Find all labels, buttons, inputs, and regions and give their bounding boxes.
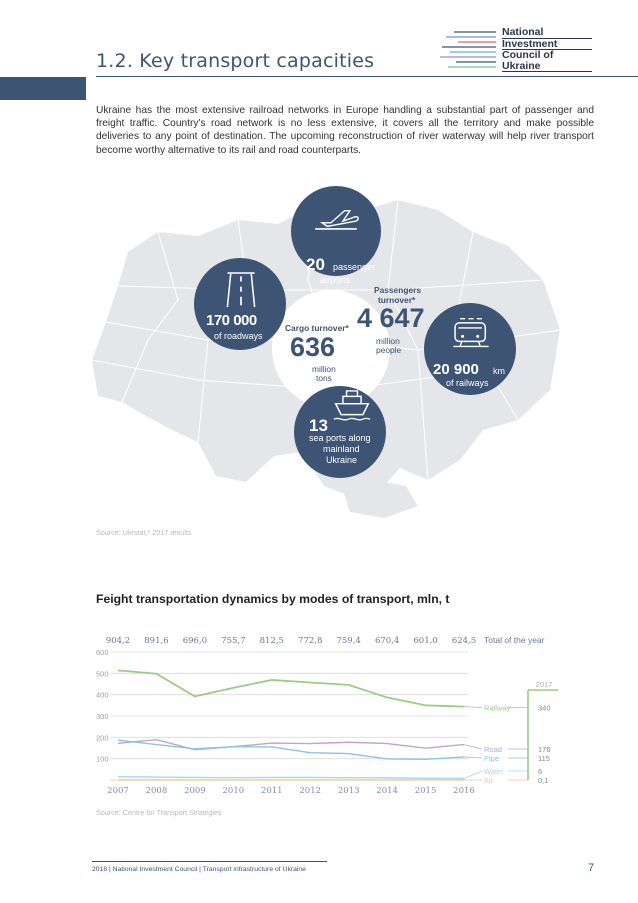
footer-text: 2018 | National Investment Council | Transport infrastructure of Ukraine xyxy=(92,866,306,873)
cargo-unit-2: tons xyxy=(316,373,332,383)
cargo-unit-1: million xyxy=(312,364,336,374)
seaports-label-1: sea ports along xyxy=(309,433,371,443)
series-line-road xyxy=(118,740,464,750)
total-2014: 670,4 xyxy=(374,636,400,646)
cargo-turnover-label: Cargo turnover* xyxy=(285,323,349,333)
airports-label-1: passenger xyxy=(333,262,376,272)
cargo-turnover-value: 636 xyxy=(290,332,336,362)
total-2012: 772,8 xyxy=(298,636,323,646)
x-tick-2012: 2012 xyxy=(299,786,322,796)
passengers-value: 4 647 xyxy=(357,303,425,333)
total-2015: 601,0 xyxy=(413,636,438,646)
total-2010: 755,7 xyxy=(221,636,246,646)
chart-title: Feight transportation dynamics by modes of transport, mln, t xyxy=(96,592,450,606)
x-tick-2013: 2013 xyxy=(337,786,360,796)
intro-paragraph: Ukraine has the most extensive railroad networks in Europe handling a substantial part of passenger and freight traffic. Country's road network is no less extensive, it covers all the territory and make possible deliveries to any point of destination. The upcoming reconstruction of river waterway will help river transport become worthy alternative to its rail and road counterparts. xyxy=(96,105,594,156)
y-tick-500: 500 xyxy=(96,669,109,679)
x-tick-2014: 2014 xyxy=(376,786,398,796)
roadways-label: of roadways xyxy=(214,331,263,341)
page-number: 7 xyxy=(588,862,595,874)
x-tick-2016: 2016 xyxy=(453,786,475,796)
series-leader-pipe xyxy=(464,757,482,758)
total-2011: 812,5 xyxy=(259,636,284,646)
logo-line-2: Investment xyxy=(502,39,592,51)
road-icon xyxy=(224,270,258,310)
series-line-water xyxy=(118,777,464,779)
footer-divider xyxy=(92,861,327,862)
title-divider xyxy=(96,76,638,77)
freight-line-chart xyxy=(88,628,558,800)
railways-value: 20 900 xyxy=(433,361,479,378)
series-2017-value-pipe: 115 xyxy=(538,754,550,763)
year-2017-label: 2017 xyxy=(535,680,553,689)
ship-icon xyxy=(332,389,372,422)
x-tick-2009: 2009 xyxy=(184,786,206,796)
x-tick-2015: 2015 xyxy=(414,786,437,796)
chart-source: Source: Centre for Transport Strategies xyxy=(96,808,222,817)
passengers-label-2: turnover* xyxy=(378,295,416,305)
logo-line-3: Council of Ukraine xyxy=(502,50,592,72)
y-tick-200: 200 xyxy=(96,733,109,743)
x-tick-2011: 2011 xyxy=(260,786,283,796)
seaports-label-2: mainland xyxy=(323,444,360,454)
x-tick-2007: 2007 xyxy=(107,786,129,796)
airports-value: 20 xyxy=(306,255,325,274)
y-tick-100: 100 xyxy=(96,754,109,764)
railways-unit: km xyxy=(493,366,505,376)
page-title: 1.2. Key transport capacities xyxy=(96,50,375,72)
series-name-pipe: Pipe xyxy=(484,754,500,763)
series-2017-value-railway: 340 xyxy=(538,703,551,713)
y-tick-300: 300 xyxy=(96,712,109,721)
train-icon xyxy=(450,316,492,350)
series-name-railway: Railway xyxy=(484,703,511,713)
series-2017-value-water: 6 xyxy=(538,767,543,776)
passengers-label-1: Passengers xyxy=(374,285,422,295)
series-name-road: Road xyxy=(484,745,502,754)
total-2016: 624,5 xyxy=(451,636,477,646)
y-tick-600: 600 xyxy=(96,648,109,657)
header-accent-block xyxy=(0,77,86,100)
x-tick-2010: 2010 xyxy=(222,786,245,796)
series-2017-value-air: 0,1 xyxy=(538,776,549,785)
passengers-unit-1: million xyxy=(376,336,400,346)
series-line-railway xyxy=(118,670,464,706)
y-tick-400: 400 xyxy=(96,690,109,700)
series-name-water: Water xyxy=(484,767,504,776)
logo-text xyxy=(502,27,592,72)
logo-lines-icon xyxy=(440,28,498,70)
total-2013: 759,4 xyxy=(336,636,361,646)
airports-label-2: airports xyxy=(320,275,351,285)
map-source: Source: Ukrstat,* 2017 results xyxy=(96,528,192,537)
railways-label: of railways xyxy=(446,378,489,388)
logo-line-1: National xyxy=(502,27,592,39)
series-name-air: Air xyxy=(484,776,494,785)
series-leader-railway xyxy=(464,707,482,708)
series-leader-water xyxy=(464,771,482,779)
series-2017-value-road: 176 xyxy=(538,745,551,754)
passengers-unit-2: people xyxy=(376,345,402,355)
totals-label: Total of the year xyxy=(484,635,545,645)
seaports-value: 13 xyxy=(309,416,328,435)
roadways-value: 170 000 xyxy=(206,312,257,329)
total-2007: 904,2 xyxy=(105,636,131,646)
total-2008: 891,6 xyxy=(144,636,169,646)
seaports-label-3: Ukraine xyxy=(326,455,358,465)
x-tick-2008: 2008 xyxy=(145,786,168,796)
airplane-icon xyxy=(310,206,362,238)
series-leader-road xyxy=(464,745,482,749)
total-2009: 696,0 xyxy=(182,636,208,646)
